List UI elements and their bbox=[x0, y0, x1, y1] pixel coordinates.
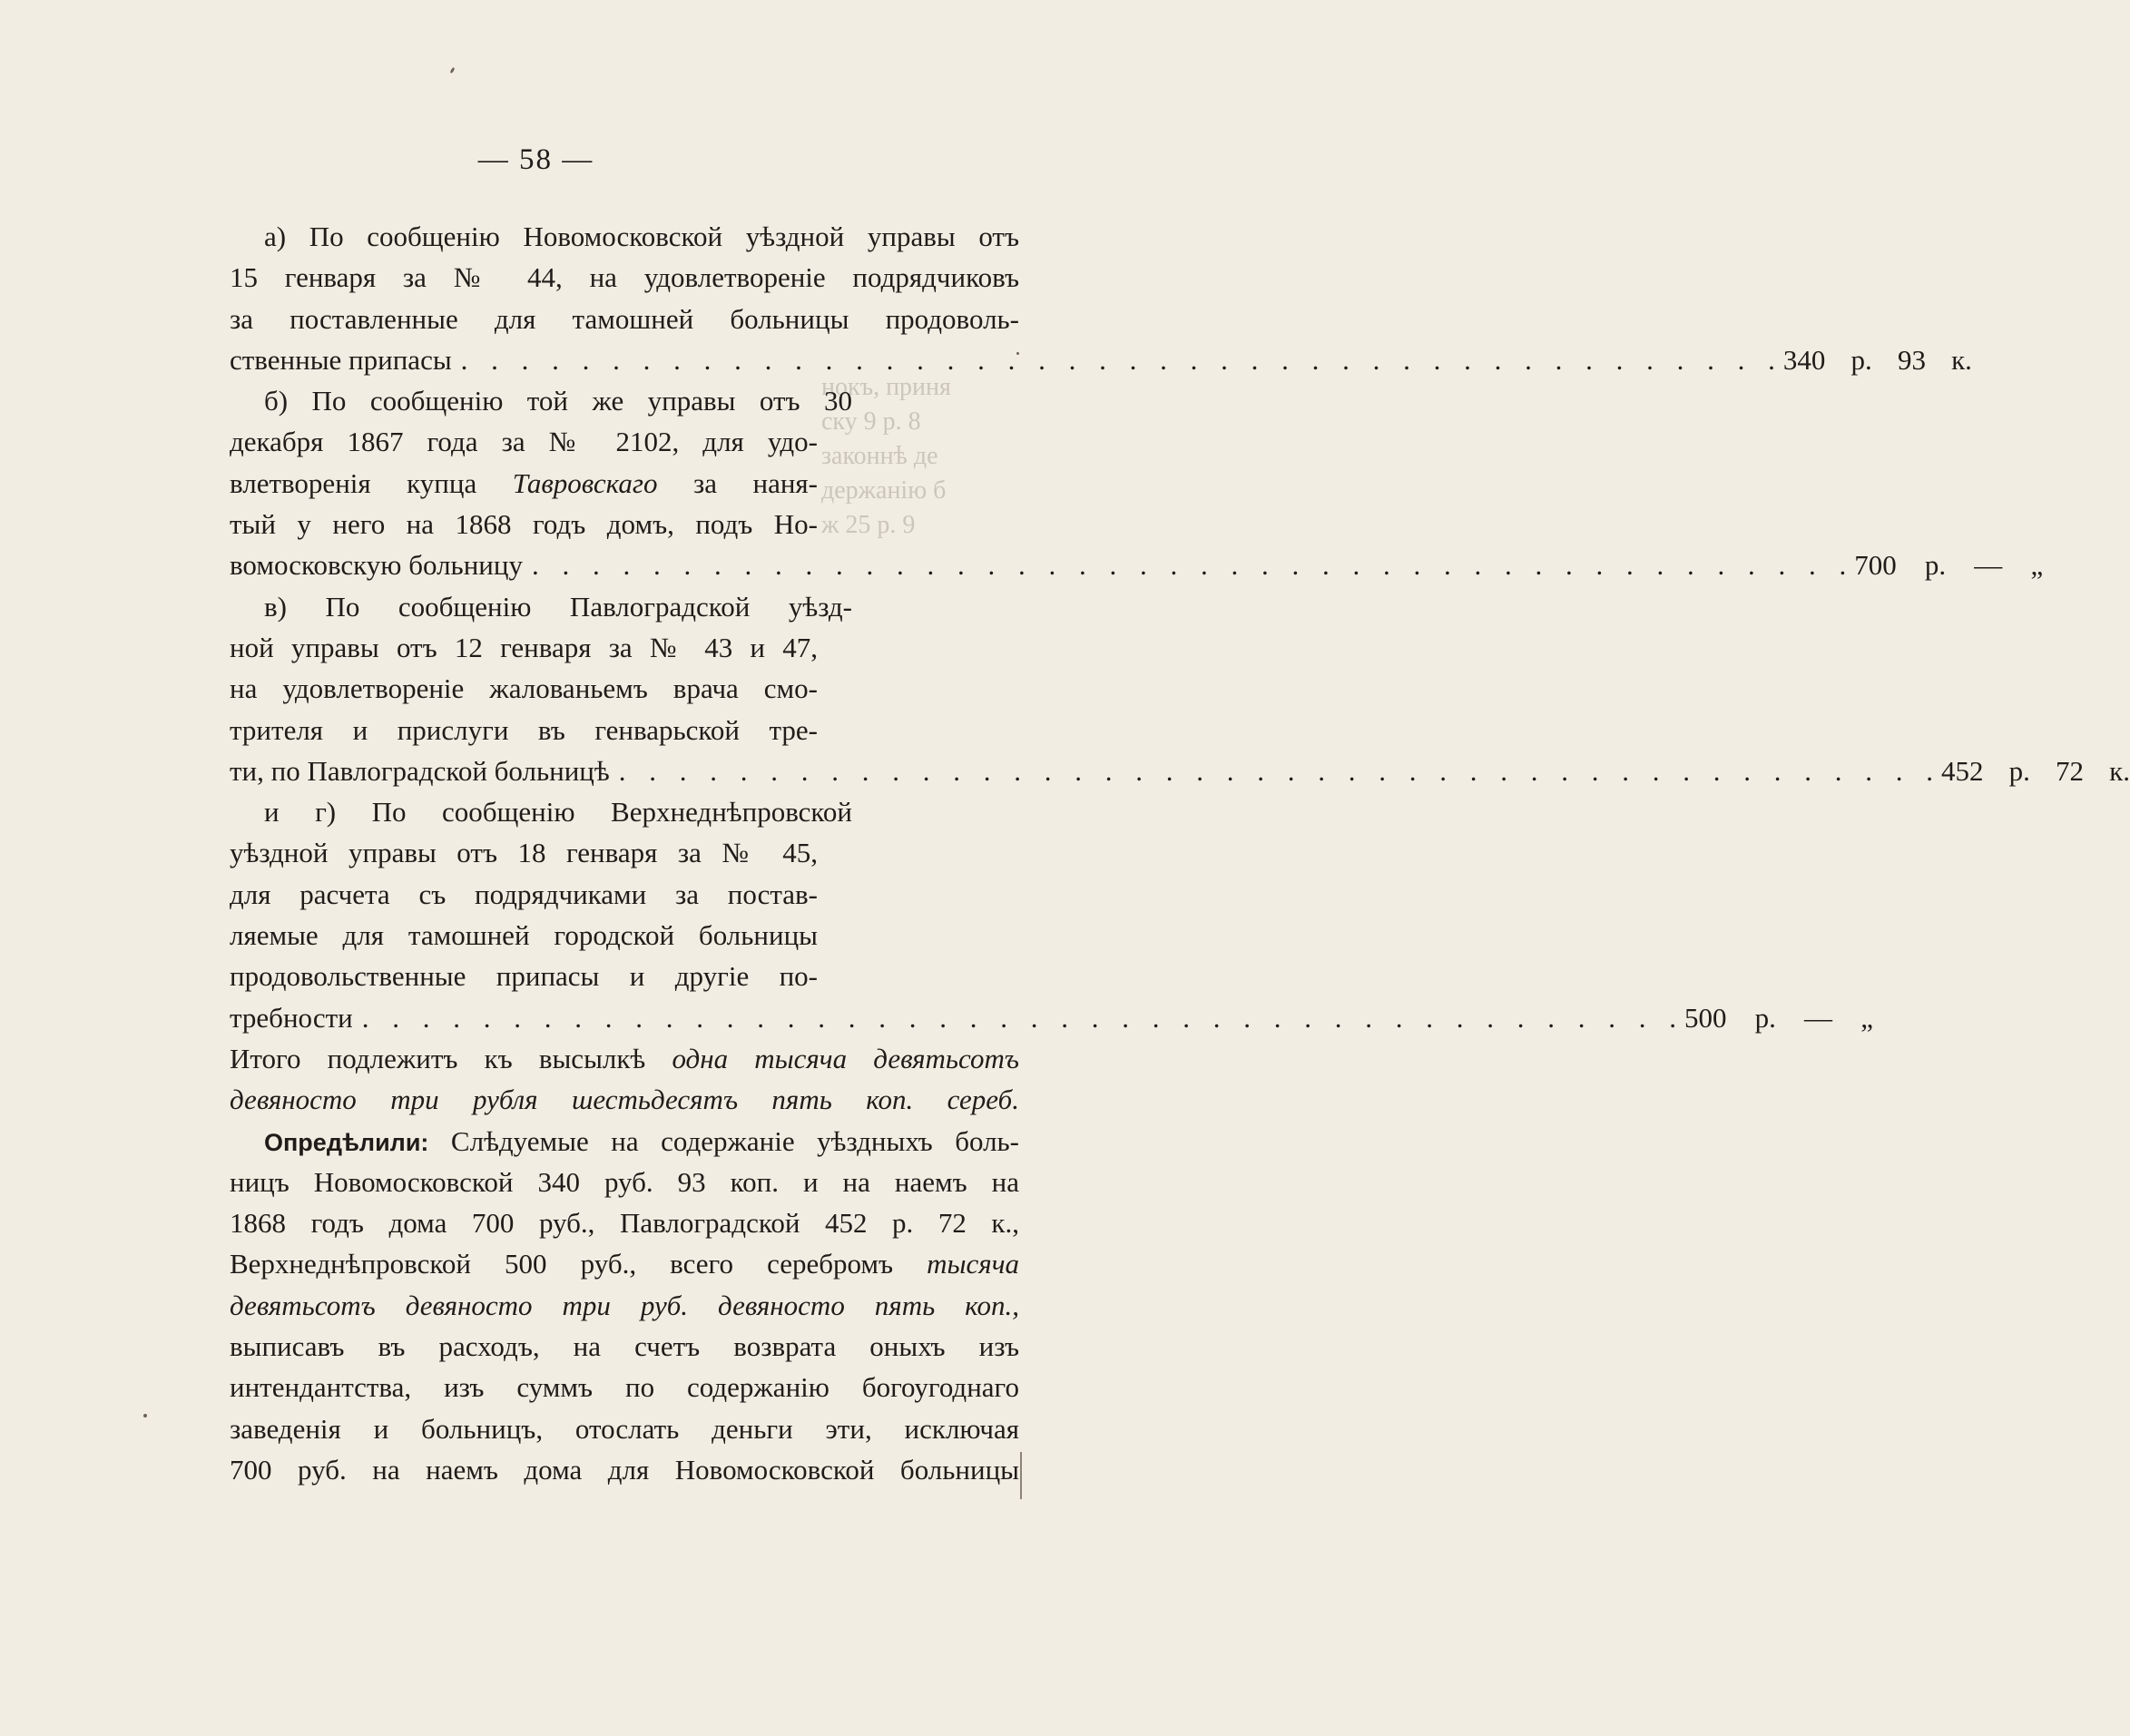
text-line-with-amount bbox=[230, 544, 2044, 585]
leader-dots: . . . . . . . . . . . . . . . . . . . . . . . . . . . . . . . . . . . . . . . . . . . . bbox=[361, 1001, 1684, 1034]
italic-sum-words: тысяча bbox=[927, 1248, 1019, 1280]
amount bbox=[1684, 997, 1873, 1038]
bleed-line: держанію б bbox=[821, 476, 947, 505]
leader-dots: . . . . . . . . . . . . . . . . . . . . . . . . . . . . . . . . . . . . . . . . . . . . bbox=[460, 343, 1783, 376]
amount-unit: к. bbox=[2109, 754, 2130, 787]
bleed-line: ску 9 р. 8 bbox=[821, 407, 921, 436]
line-text: требности bbox=[230, 1001, 353, 1034]
text-line: в) По сообщенію Павлоградской уѣзд- bbox=[264, 590, 852, 623]
text-line: а) По сообщенію Новомосковской уѣздной управы отъ bbox=[264, 221, 1019, 252]
text-line bbox=[230, 1038, 1019, 1079]
text-line bbox=[230, 1243, 1019, 1284]
text-line: девятьсотъ девяносто три руб. девяносто пять коп., bbox=[230, 1289, 1019, 1321]
amount bbox=[1854, 544, 2043, 585]
italic-sum-words: одна тысяча девятьсотъ bbox=[672, 1042, 1019, 1074]
text-line: уѣздной управы отъ 18 генваря за № 45, bbox=[230, 837, 818, 869]
text-line bbox=[230, 463, 818, 504]
text-line-with-amount bbox=[230, 750, 2130, 791]
leader-dots: . . . . . . . . . . . . . . . . . . . . . . . . . . . . . . . . . . . . . . . . . . . . bbox=[618, 754, 1941, 787]
text-line: декабря 1867 года за № 2102, для удо- bbox=[230, 426, 818, 458]
amount-value: — bbox=[1974, 549, 2003, 582]
amount-value: 500 bbox=[1683, 1001, 1727, 1034]
bleed-line: ж 25 р. 9 bbox=[821, 511, 916, 539]
text-line: девяносто три рубля шестьдесятъ пять коп. сереб. bbox=[230, 1084, 1019, 1116]
text-line: трителя и прислуги въ генварьской тре- bbox=[230, 713, 818, 746]
paper-speck bbox=[143, 1414, 147, 1417]
amount-unit: „ bbox=[1860, 1001, 1873, 1034]
text-line: заведенія и больницъ, отослать деньги эти, исключая bbox=[230, 1412, 1019, 1445]
amount-unit: р. bbox=[2008, 754, 2030, 787]
amount-value: 72 bbox=[2056, 754, 2085, 787]
amount-unit: к. bbox=[1951, 343, 1972, 376]
text-line: выписавъ въ расходъ, на счетъ возврата оныхъ изъ bbox=[230, 1330, 1019, 1363]
text-run: влетворенія купца bbox=[230, 466, 513, 499]
text-line: интендантства, изъ суммъ по содержанію богоугоднаго bbox=[230, 1371, 1019, 1404]
bleed-line: нокъ, приня bbox=[821, 373, 951, 401]
amount-value: 340 bbox=[1782, 343, 1826, 376]
text-line: продовольственные припасы и другіе по- bbox=[230, 960, 818, 993]
line-text: ти, по Павлоградской больницѣ bbox=[230, 754, 610, 787]
amount-unit: р. bbox=[1850, 343, 1872, 376]
line-text: вомосковскую больницу bbox=[230, 549, 523, 582]
amount bbox=[1783, 339, 1972, 380]
text-line: тый у него на 1868 годъ домъ, подъ Но- bbox=[230, 508, 818, 541]
text-line: 700 руб. на наемъ дома для Новомосковской больницы bbox=[230, 1453, 1019, 1486]
margin-mark bbox=[1020, 1452, 1022, 1499]
text-line: на удовлетвореніе жалованьемъ врача смо- bbox=[230, 672, 818, 705]
text-line: для расчета съ подрядчиками за постав- bbox=[230, 878, 818, 910]
amount-unit: „ bbox=[2030, 549, 2044, 582]
amount-value: 452 bbox=[1940, 754, 1984, 787]
amount-unit: р. bbox=[1924, 549, 1947, 582]
text-run: Итого подлежитъ къ высылкѣ bbox=[230, 1042, 672, 1074]
amount-value: 93 bbox=[1897, 343, 1926, 376]
text-line bbox=[230, 1121, 1019, 1162]
amount-value: — bbox=[1804, 1001, 1833, 1034]
body-text bbox=[230, 216, 2130, 1490]
bleed-line: законнѣ де bbox=[821, 442, 938, 470]
text-line: 1868 годъ дома 700 руб., Павлоградской 452 р. 72 к., bbox=[230, 1207, 1019, 1240]
amount-unit: р. bbox=[1754, 1001, 1776, 1034]
text-line-with-amount bbox=[230, 339, 1972, 380]
resolution-heading: Опредѣлили: bbox=[264, 1128, 429, 1156]
text-run: за наня- bbox=[657, 466, 818, 499]
text-line: и г) По сообщенію Верхнеднѣпровской bbox=[264, 796, 852, 829]
text-run: Слѣдуемые на содержаніе уѣздныхъ боль- bbox=[428, 1124, 1019, 1157]
text-line: ницъ Новомосковской 340 руб. 93 коп. и на наемъ на bbox=[230, 1165, 1019, 1198]
paper-speck bbox=[449, 67, 455, 74]
text-line: за поставленные для тамошней больницы продоволь- bbox=[230, 302, 1019, 335]
line-text: ственные припасы bbox=[230, 343, 452, 376]
italic-name: Тавровскаго bbox=[512, 466, 658, 499]
text-line: ной управы отъ 12 генваря за № 43 и 47, bbox=[230, 631, 818, 663]
amount-value: 700 bbox=[1854, 549, 1897, 582]
text-line: б) По сообщенію той же управы отъ 30 bbox=[264, 385, 852, 417]
amount bbox=[1941, 750, 2130, 791]
leader-dots: . . . . . . . . . . . . . . . . . . . . . . . . . . . . . . . . . . . . . . . . . . . . bbox=[531, 549, 1855, 582]
text-run: Верхнеднѣпровской 500 руб., всего серебромъ bbox=[230, 1248, 928, 1280]
page-number: — 58 — bbox=[477, 143, 594, 176]
text-line: 15 генваря за № 44, на удовлетвореніе подрядчиковъ bbox=[230, 261, 1019, 294]
text-line-with-amount bbox=[230, 997, 1873, 1038]
text-line: ляемые для тамошней городской больницы bbox=[230, 919, 818, 952]
